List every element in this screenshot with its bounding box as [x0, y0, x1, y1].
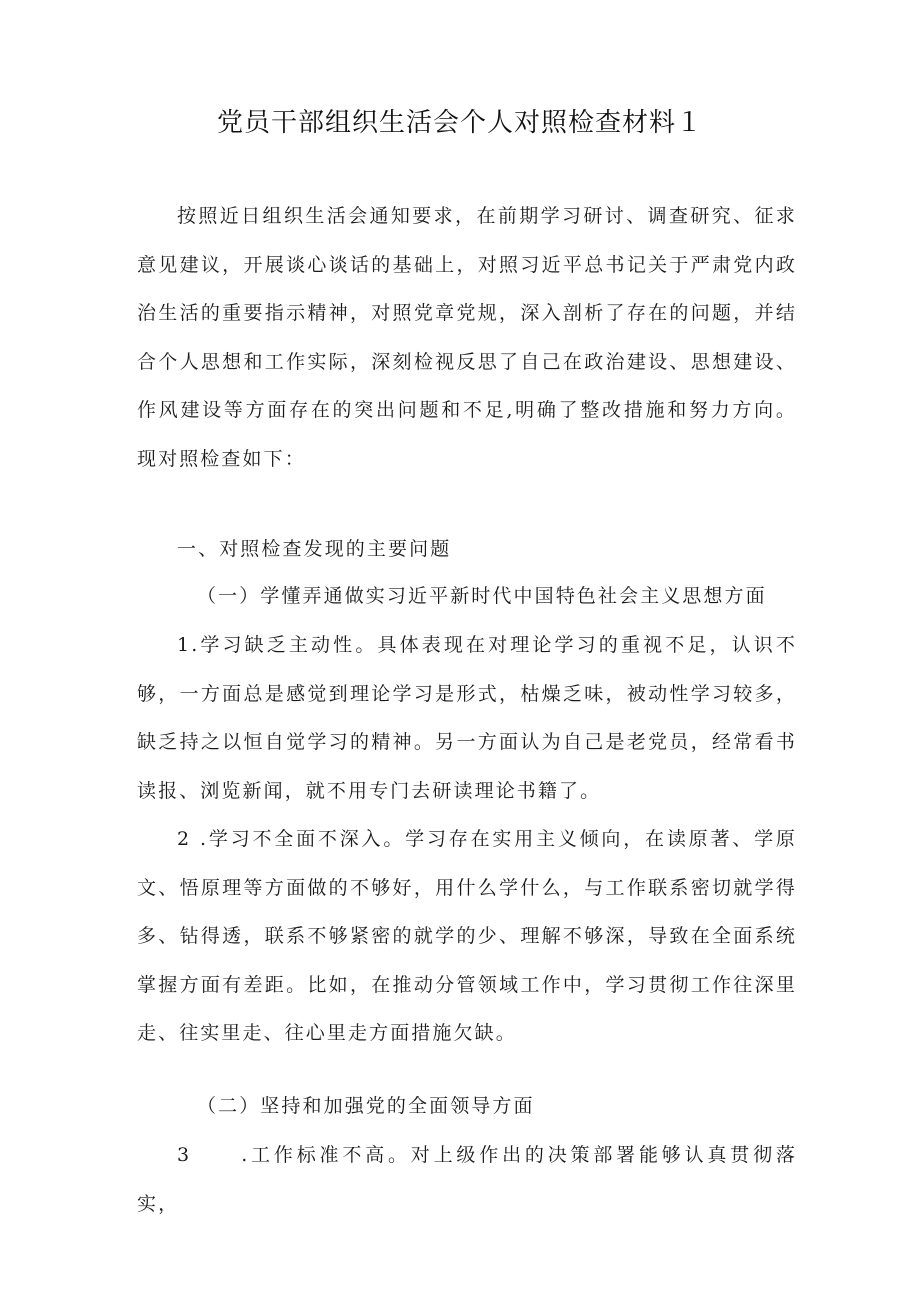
- item-number-3: 3: [177, 1144, 192, 1166]
- item-paragraph-1: 1.学习缺乏主动性。具体表现在对理论学习的重视不足，认识不够，一方面总是感觉到理论学习是形式，枯燥乏味，被动性学习较多，缺乏持之以恒自觉学习的精神。另一方面认为自己是老党员，经常看书读报、浏览新闻，就不用专门去研读理论书籍了。: [137, 634, 797, 802]
- intro-paragraph: 按照近日组织生活会通知要求，在前期学习研讨、调查研究、征求意见建议，开展谈心谈话的基础上，对照习近平总书记关于严肃党内政治生活的重要指示精神，对照党章党规，深入剖析了存在的问题，并结合个人思想和工作实际，深刻检视反思了自己在政治建设、思想建设、作风建设等方面存在的突出问题和不足,明确了整改措施和努力方向。现对照检查如下：: [137, 205, 797, 470]
- item-text-3: .工作标准不高。对上级作出的决策部署能够认真贯彻落实，: [137, 1144, 797, 1215]
- subsection-heading-1: （一）学懂弄通做实习近平新时代中国特色社会主义思想方面: [197, 585, 767, 607]
- section-heading-1: 一、对照检查发现的主要问题: [177, 538, 452, 560]
- subsection-heading-2: （二）坚持和加强党的全面领导方面: [197, 1095, 535, 1117]
- item-paragraph-3: [137, 1131, 797, 1228]
- item-paragraph-2: 2 .学习不全面不深入。学习存在实用主义倾向，在读原著、学原文、悟原理等方面做的不够好，用什么学什么，与工作联系密切就学得多、钻得透，联系不够紧密的就学的少、理解不够深，导致在全面系统掌握方面有差距。比如，在推动分管领域工作中，学习贯彻工作往深里走、往实里走、往心里走方面措施欠缺。: [137, 828, 797, 1044]
- document-title: 党员干部组织生活会个人对照检查材料１: [216, 108, 703, 138]
